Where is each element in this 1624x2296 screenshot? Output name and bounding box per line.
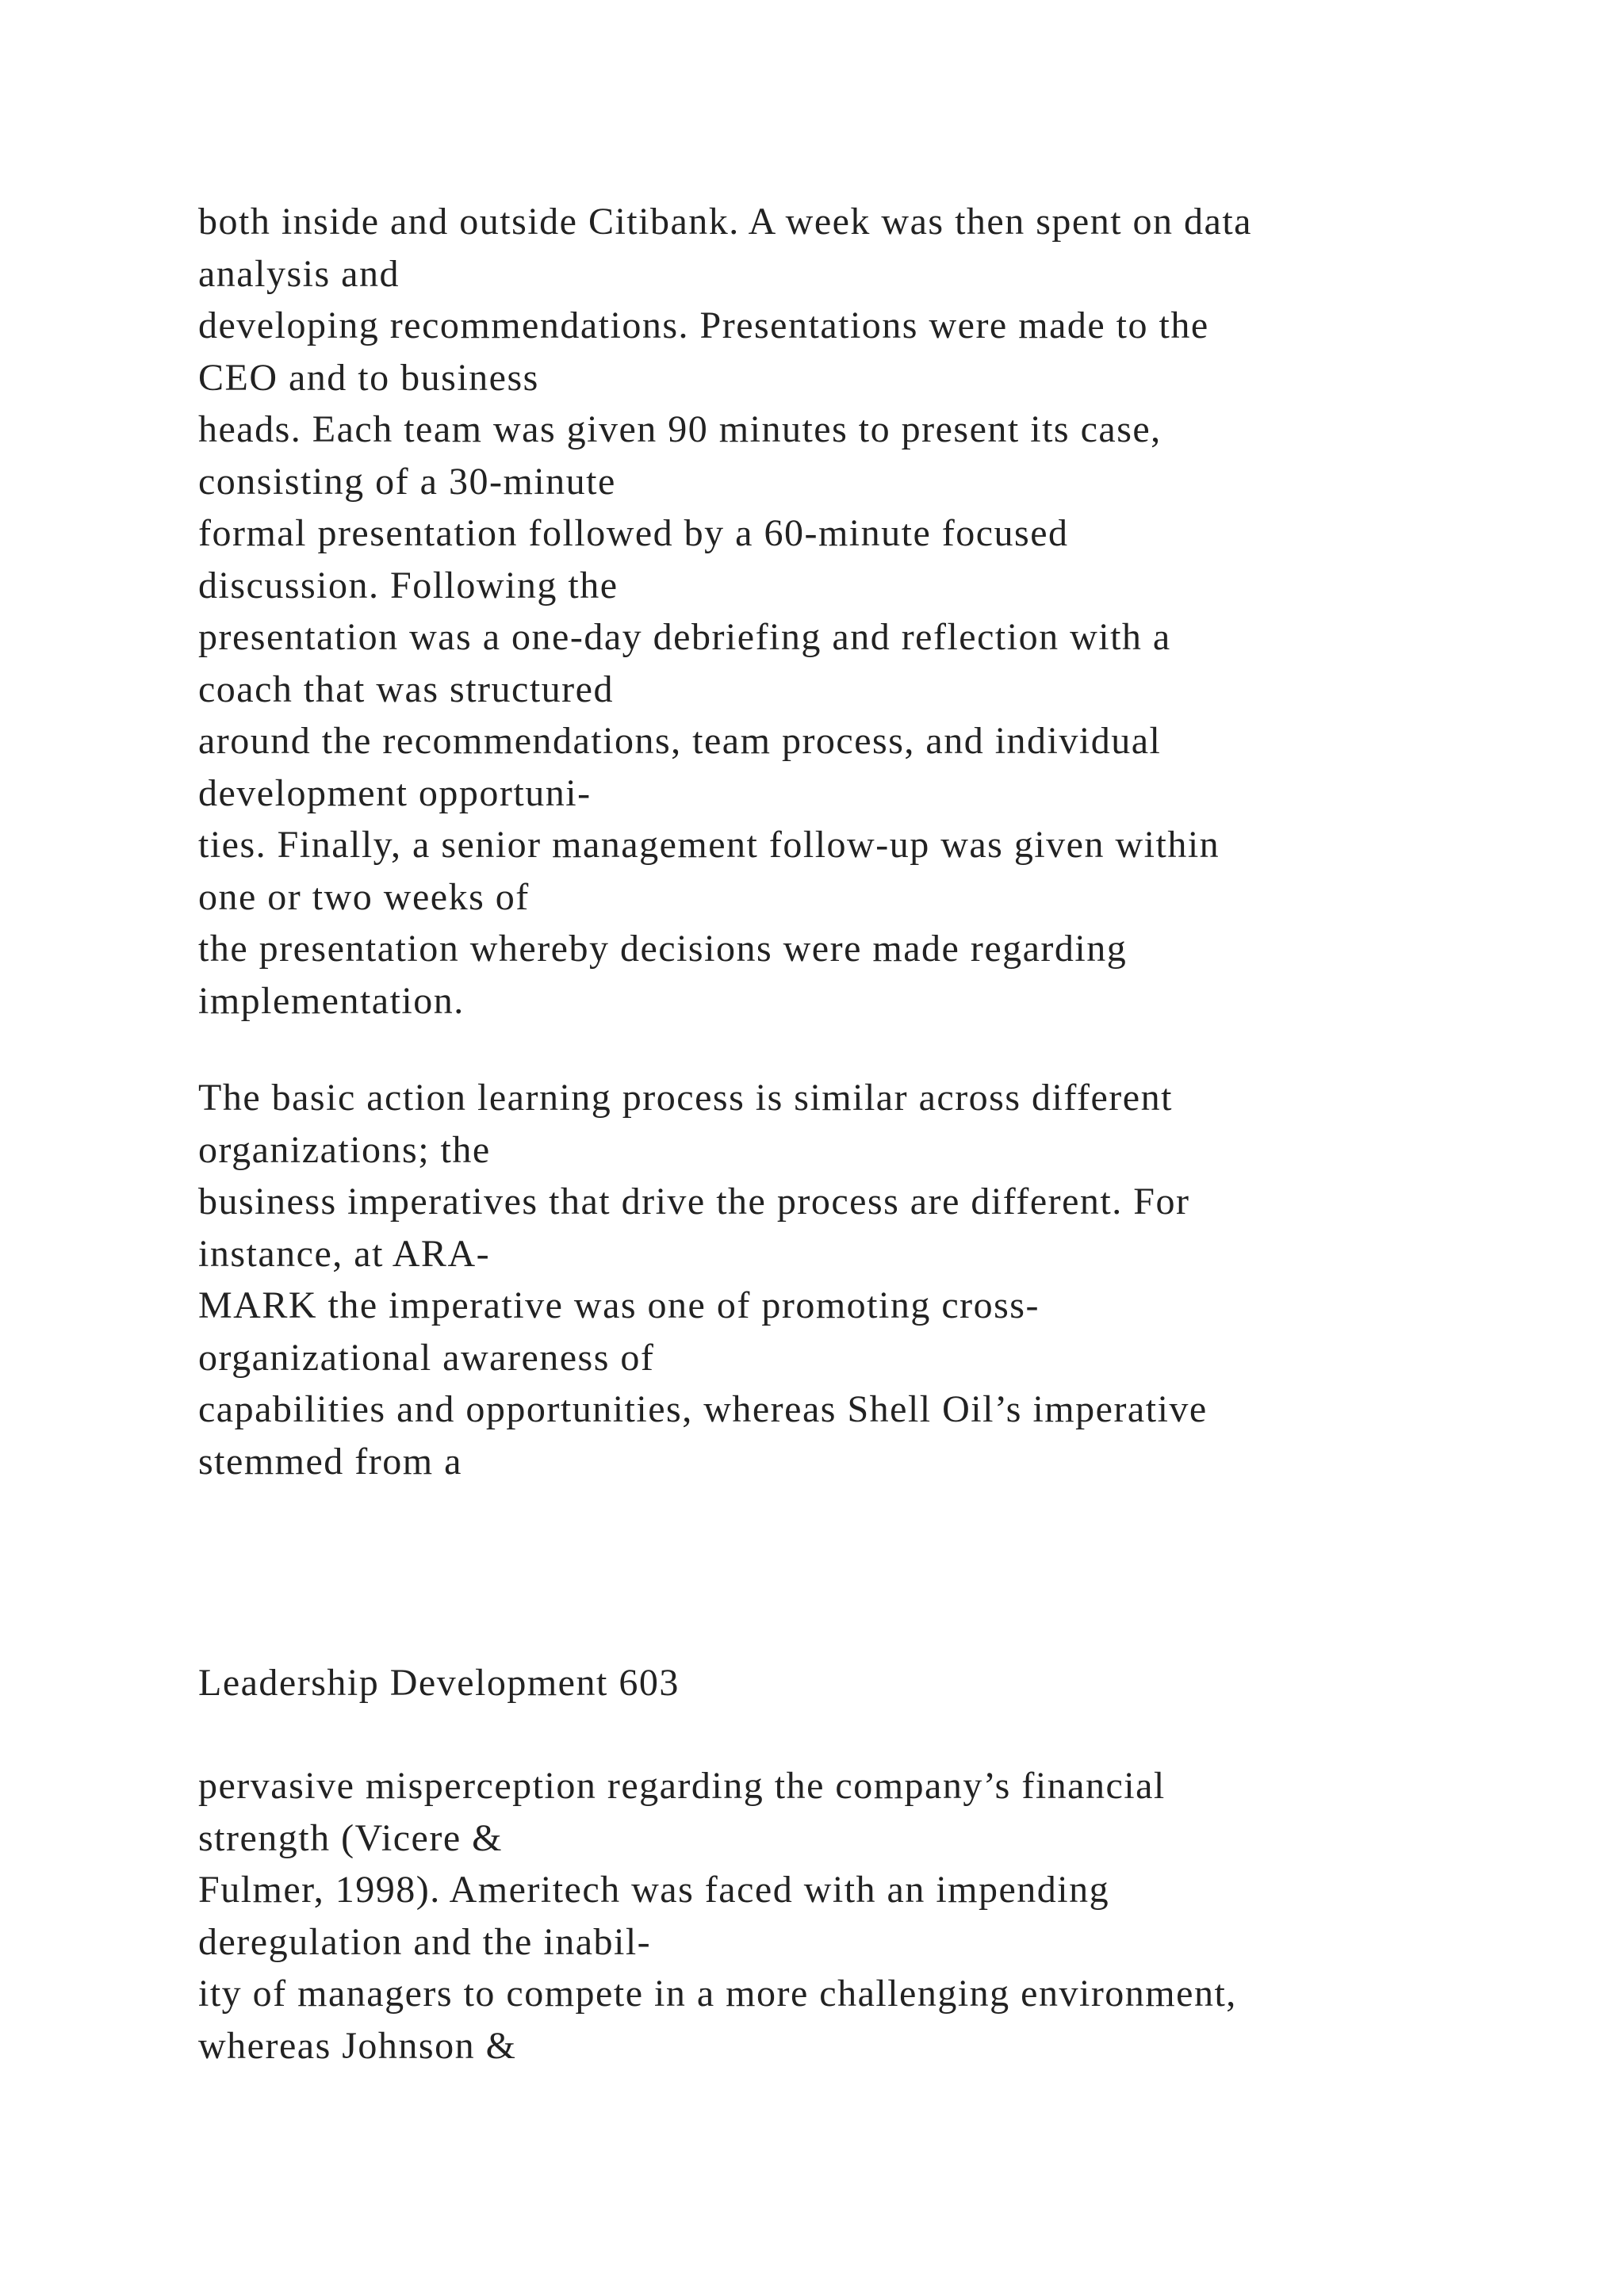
text-line: heads. Each team was given 90 minutes to present its case, <box>198 408 1162 450</box>
text-line: ity of managers to compete in a more challenging environment, <box>198 1973 1237 2015</box>
text-line: capabilities and opportunities, whereas Shell Oil’s imperative <box>198 1388 1208 1430</box>
text-line: organizational awareness of <box>198 1336 655 1379</box>
text-line: both inside and outside Citibank. A week was then spent on data <box>198 201 1252 243</box>
text-line: The basic action learning process is similar across different <box>198 1077 1173 1119</box>
text-line: MARK the imperative was one of promoting cross- <box>198 1284 1040 1326</box>
paragraph-3 <box>198 1760 1237 2072</box>
text-line: stemmed from a <box>198 1440 462 1483</box>
text-line: instance, at ARA- <box>198 1232 491 1275</box>
text-line: one or two weeks of <box>198 875 530 918</box>
text-line: developing recommendations. Presentations were made to the <box>198 304 1209 346</box>
text-line: implementation. <box>198 979 465 1022</box>
text-line: discussion. Following the <box>198 564 619 607</box>
paragraph-1 <box>198 196 1252 1027</box>
text-line: strength (Vicere & <box>198 1816 503 1859</box>
text-line: coach that was structured <box>198 668 614 710</box>
running-header-text: Leadership Development 603 <box>198 1662 680 1704</box>
running-header <box>198 1657 680 1709</box>
text-line: analysis and <box>198 252 400 295</box>
text-line: consisting of a 30-minute <box>198 460 616 503</box>
text-line: development opportuni- <box>198 771 592 814</box>
text-line: the presentation whereby decisions were made regarding <box>198 928 1128 970</box>
text-line: whereas Johnson & <box>198 2024 517 2067</box>
text-line: CEO and to business <box>198 356 539 399</box>
text-line: ties. Finally, a senior management follow-up was given within <box>198 824 1220 866</box>
text-line: formal presentation followed by a 60-minute focused <box>198 512 1069 554</box>
text-line: deregulation and the inabil- <box>198 1920 652 1963</box>
text-line: presentation was a one-day debriefing and reflection with a <box>198 616 1171 658</box>
text-line: organizations; the <box>198 1128 491 1171</box>
text-line: around the recommendations, team process, and individual <box>198 720 1162 762</box>
text-line: business imperatives that drive the process are different. For <box>198 1181 1190 1223</box>
paragraph-2 <box>198 1072 1208 1487</box>
text-line: pervasive misperception regarding the company’s financial <box>198 1765 1166 1807</box>
text-line: Fulmer, 1998). Ameritech was faced with an impending <box>198 1869 1110 1911</box>
